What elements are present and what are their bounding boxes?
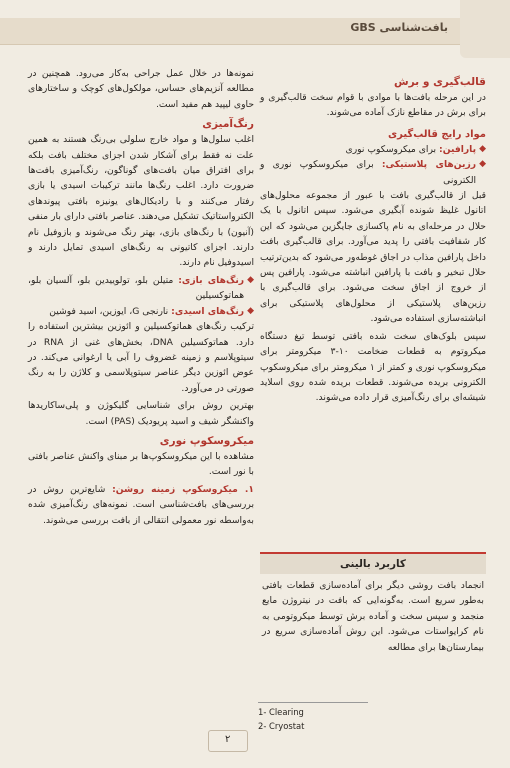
item-text: شایع‌ترین روش در بررسی‌های بافت‌شناسی است. نمونه‌های رنگ‌آمیزی شده به‌واسطه نور معمولی انتقالی از بافت بررسی می‌شوند.: [28, 483, 254, 526]
bullet-basic-dyes: [28, 273, 254, 304]
bullet-text: برای میکروسکوپ نوری و الکترونی: [260, 159, 477, 186]
section-title-staining: رنگ‌آمیزی: [202, 118, 254, 131]
paragraph-pas: بهترین روش برای شناسایی گلیکوژن و پلی‌ساکاریدها واکنشگر شیف و اسید پریودیک (PAS) است.: [28, 400, 254, 427]
bullet-paraffin: [260, 142, 486, 157]
section-text-staining: اغلب سلول‌ها و مواد خارج سلولی بی‌رنگ هستند به همین علت نه فقط برای آشکار شدن اجزای مختلف بافت بلکه برای افتراق میان بافت‌های گوناگون، رنگ‌آمیزی بافت‌ها ضرورت دارد. اغلب رنگ‌ها مانند ترکیبات اسیدی یا بازی رفتار می‌کنند و با رادیکال‌های یونیزه بافتی پیوندهای الکترواستاتیک تشکیل می‌دهند. عناصر بافتی دارای بار منفی (آنیون) با رنگ‌های بازی، بهتر رنگ می‌شوند و بازوفیل نام دارند. اجزای کاتیونی به رنگ‌های اسیدی تمایل دارند و اسیدوفیل نام دارند.: [28, 134, 254, 269]
bullet-icon: ◆: [247, 305, 254, 316]
paragraph-continued: نمونه‌ها در خلال عمل جراحی به‌کار می‌رود. همچنین در مطالعه آنزیم‌های حساس، مولکول‌های کوچک و ساختارهای حاوی لیپید هم مفید است.: [28, 68, 254, 110]
item-brightfield: [28, 482, 254, 528]
bullet-text: متیلن بلو، تولوییدین بلو، آلسیان بلو، هماتوکسیلین: [28, 274, 245, 302]
clinical-box-text: انجماد بافت روشی دیگر برای آماده‌سازی قطعات بافتی به‌طور سریع است. به‌گونه‌ایی که بافت در نیتروژن مایع منجمد و سپس سخت و آماده برش توسط میکروتومی به نام کرایواستات می‌شود. این روش آماده‌سازی سریع در بیمارستان‌ها برای مطالعه: [262, 580, 484, 653]
right-column: [260, 70, 486, 408]
page-number: ۲: [225, 734, 231, 745]
bullet-term: رزین‌های پلاستیکی:: [381, 159, 477, 171]
bullet-icon: ◆: [479, 143, 486, 154]
footnote-2: 2- Cryostat: [258, 721, 305, 731]
paragraph-embedding-process: قبل از قالب‌گیری بافت با عبور از مجموعه محلول‌های اتانول غلیظ شونده آبگیری می‌شود. سپس اتانول با یک حلال در مرحله‌ای به نام پاکسازی جایگزین می‌شود که این کار شفافیت بافتی را پدید می‌آورد. برای قالب‌گیری بافت داخل پارافین مذاب در اجاق غوطه‌ور می‌شود که بدین‌ترتیب حلال تبخیر و بافت با پارافین انباشته می‌شود. پارافین پس از خروج از اجاق سخت می‌شود. برای قالب‌گیری با رزین‌های پلاستیکی از محلول‌های پلاستیکی برای انباشته‌سازی استفاده می‌شود.: [260, 190, 486, 325]
bullet-plastic-resins: [260, 157, 486, 188]
clinical-box-title: کاربرد بالینی: [260, 554, 486, 574]
bullet-term: رنگ‌های اسیدی:: [171, 305, 245, 317]
section-text-sectioning: در این مرحله بافت‌ها با موادی با قوام سخت قالب‌گیری و برای برش در مقاطع نازک آماده می‌شوند.: [260, 92, 486, 119]
bullet-term: رنگ‌های بازی:: [178, 274, 245, 286]
section-text-light-microscope: مشاهده با این میکروسکوپ‌ها بر مبنای واکنش عناصر بافتی با نور است.: [28, 450, 254, 478]
clinical-application-box: [260, 552, 486, 657]
paragraph-he-stain: ترکیب رنگ‌های هماتوکسیلین و ائوزین بیشترین استفاده را دارد. هماتوکسیلین DNA، بخش‌های غنی از RNA در سیتوپلاسم و زمینه غضروف را آبی یا ارغوانی می‌کند. در عوض ائوزین دیگر عناصر سیتوپلاسمی و کلاژن را به رنگ صورتی در می‌آورد.: [28, 321, 254, 394]
paragraph-microtome: سپس بلوک‌های سخت شده بافتی توسط تیغ دستگاه میکروتوم به قطعات ضخامت ۱۰-۳ میکرومتر برای میکروسکوپ نوری و کمتر از ۱ میکرومتر برای میکروسکوپ الکترونی بریده می‌شوند. قطعات بریده شده روی اسلاید شیشه‌ای برای رنگ‌آمیزی قرار داده می‌شوند.: [260, 330, 486, 404]
section-title-light-microscope: میکروسکوپ نوری: [159, 434, 254, 447]
bullet-text: نارنجی G، ایوزین، اسید فوشین: [49, 305, 169, 317]
bullet-text: برای میکروسکوپ نوری: [345, 143, 437, 155]
section-title-sectioning: قالب‌گیری و برش: [393, 76, 486, 88]
footnotes: [258, 702, 368, 733]
bullet-icon: ◆: [247, 274, 254, 285]
item-term: ۱. میکروسکوپ زمینه روشن:: [112, 483, 254, 495]
footnote-1: 1- Clearing: [258, 707, 304, 717]
bullet-icon: ◆: [479, 159, 486, 170]
clinical-box-body: [260, 574, 486, 655]
header-tab: [460, 0, 510, 58]
bullet-term: پارافین:: [439, 143, 477, 155]
bullet-acidic-dyes: [28, 304, 254, 319]
left-column: [28, 66, 254, 530]
header-title: بافت‌شناسی GBS: [350, 21, 448, 34]
subsection-title-embedding: مواد رایج قالب‌گیری: [387, 128, 486, 140]
